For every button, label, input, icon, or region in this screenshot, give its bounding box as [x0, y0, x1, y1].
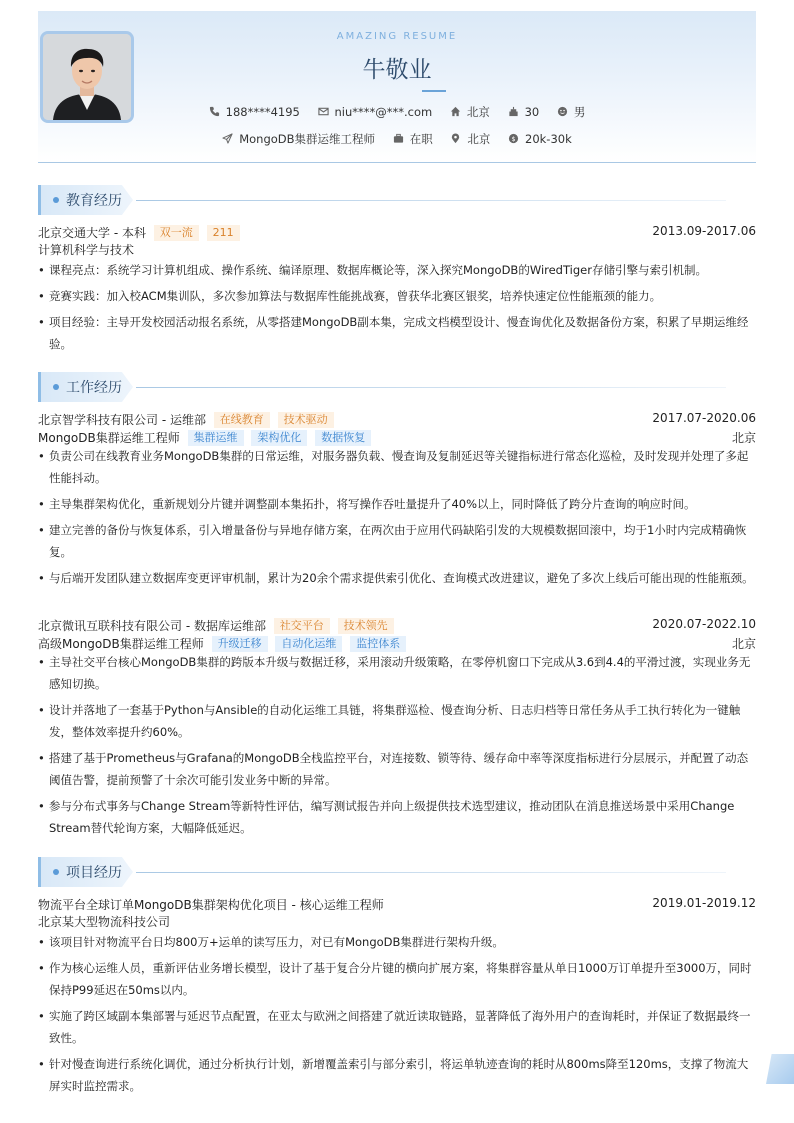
project-bullets — [38, 931, 756, 1101]
home-text: 北京 — [466, 105, 490, 119]
home-info — [450, 104, 490, 120]
list-item: • 竞赛实践：加入校ACM集训队，多次参加算法与数据库性能挑战赛，曾获华北赛区银奖，培养快速定位性能瓶颈的能力。 — [38, 285, 756, 307]
phone-icon — [209, 106, 220, 117]
name-underline — [422, 90, 446, 92]
skill-tag: 自动化运维 — [275, 636, 342, 652]
salary-icon — [508, 133, 519, 144]
contact-info-row — [38, 104, 756, 120]
school-tag: 双一流 — [154, 225, 199, 241]
target-city-text: 北京 — [467, 132, 491, 146]
skill-tag: 监控体系 — [350, 636, 406, 652]
job-city: 北京 — [731, 431, 756, 445]
location-icon — [450, 133, 461, 144]
list-item: • 主导社交平台核心MongoDB集群的跨版本升级与数据迁移，采用滚动升级策略，在零停机窗口下完成从3.6到4.4的平滑过渡，实现业务无感知切换。 — [38, 651, 756, 695]
education-entry-header — [38, 224, 756, 242]
cake-icon — [508, 106, 519, 117]
target-position-info — [222, 131, 375, 147]
gender-icon — [557, 106, 568, 117]
list-item: • 项目经验：主导开发校园活动报名系统，从零搭建MongoDB副本集，完成文档模型设计、慢查询优化及数据备份方案，积累了早期运维经验。 — [38, 311, 756, 355]
job-bullets — [38, 651, 756, 843]
list-item: • 参与分布式事务与Change Stream等新特性评估，编写测试报告并向上级提供技术选型建议，推动团队在消息推送场景中采用Change Stream替代轮询方案，大幅降低延迟。 — [38, 795, 756, 839]
list-item: • 搭建了基于Prometheus与Grafana的MongoDB全栈监控平台，对连接数、锁等待、缓存命中率等深度指标进行分层展示，并配置了动态阈值告警，提前预警了十余次可能引发业务中断的异常。 — [38, 747, 756, 791]
age-info — [508, 105, 540, 119]
salary-info — [508, 132, 572, 146]
position-name: MongoDB集群运维工程师 — [38, 431, 180, 445]
skill-tag: 数据恢复 — [315, 430, 371, 446]
target-city-info — [450, 131, 490, 147]
email-info — [318, 105, 433, 119]
work-section-title — [38, 372, 756, 402]
email-text: niu****@***.com — [334, 105, 433, 119]
project-title-text: 项目经历 — [66, 865, 122, 881]
company-tag: 技术驱动 — [278, 412, 334, 428]
page-corner-decoration — [766, 1054, 794, 1084]
list-item: • 针对慢查询进行系统化调优，通过分析执行计划，新增覆盖索引与部分索引，将运单轨迹查询的耗时从800ms降至120ms，支撑了物流大屏实时监控需求。 — [38, 1053, 756, 1097]
skill-tag: 升级迁移 — [212, 636, 268, 652]
salary-text: 20k-30k — [525, 132, 572, 146]
project-name: 物流平台全球订单MongoDB集群架构优化项目 - 核心运维工程师 — [38, 898, 384, 912]
gender-info — [557, 104, 586, 120]
work-title-text: 工作经历 — [66, 380, 122, 396]
job-entry-header — [38, 411, 756, 429]
position-name: 高级MongoDB集群运维工程师 — [38, 637, 204, 651]
gender-text: 男 — [573, 105, 586, 119]
project-org: 北京某大型物流科技公司 — [38, 915, 171, 929]
job-date: 2020.07-2022.10 — [652, 617, 756, 631]
job-entry-header — [38, 617, 756, 635]
mail-icon — [318, 106, 329, 117]
status-text: 在职 — [409, 132, 433, 146]
company-tag: 在线教育 — [214, 412, 270, 428]
education-section-title — [38, 185, 756, 215]
job-city: 北京 — [731, 637, 756, 651]
company-name: 北京智学科技有限公司 - 运维部 — [38, 413, 206, 427]
resume-page — [38, 11, 756, 1093]
project-entry-header — [38, 896, 756, 914]
list-item: • 主导集群架构优化，重新规划分片键并调整副本集拓扑，将写操作吞吐量提升了40%以上，同时降低了跨分片查询的响应时间。 — [38, 493, 756, 515]
list-item: • 与后端开发团队建立数据库变更评审机制，累计为20余个需求提供索引优化、查询模式改进建议，避免了多次上线后可能出现的性能瓶颈。 — [38, 567, 756, 589]
svg-text:$: $ — [511, 134, 516, 143]
project-date: 2019.01-2019.12 — [652, 896, 756, 910]
school-name: 北京交通大学 - 本科 — [38, 226, 146, 240]
project-section-title — [38, 857, 756, 887]
target-position-text: MongoDB集群运维工程师 — [239, 132, 376, 146]
list-item: • 负责公司在线教育业务MongoDB集群的日常运维，对服务器负载、慢查询及复制延迟等关键指标进行常态化巡检，及时发现并处理了多起性能抖动。 — [38, 445, 756, 489]
list-item: • 该项目针对物流平台日均800万+运单的读写压力，对已有MongoDB集群进行架构升级。 — [38, 931, 756, 953]
list-item: • 实施了跨区域副本集部署与延迟节点配置，在亚太与欧洲之间搭建了就近读取链路，显著降低了海外用户的查询耗时，并保证了数据最终一致性。 — [38, 1005, 756, 1049]
age-text: 30 — [524, 105, 540, 119]
school-tag: 211 — [207, 225, 240, 241]
company-tag: 技术领先 — [338, 618, 394, 634]
briefcase-icon — [393, 133, 404, 144]
candidate-name: 牛敬业 — [362, 57, 432, 83]
send-icon — [222, 133, 233, 144]
education-bullets — [38, 259, 756, 359]
major-name: 计算机科学与技术 — [38, 243, 135, 257]
job-bullets — [38, 445, 756, 593]
company-tag: 社交平台 — [274, 618, 330, 634]
education-date: 2013.09-2017.06 — [652, 224, 756, 238]
phone-text: 188****4195 — [225, 105, 300, 119]
resume-header — [38, 11, 756, 163]
skill-tag: 集群运维 — [188, 430, 244, 446]
status-info — [393, 131, 433, 147]
job-date: 2017.07-2020.06 — [652, 411, 756, 425]
job-info-row — [38, 131, 756, 147]
home-icon — [450, 106, 461, 117]
list-item: • 作为核心运维人员，重新评估业务增长模型，设计了基于复合分片键的横向扩展方案，将集群容量从单日1000万订单提升至3000万，同时保持P99延迟在50ms以内。 — [38, 957, 756, 1001]
education-title-text: 教育经历 — [66, 193, 122, 209]
list-item: • 设计并落地了一套基于Python与Ansible的自动化运维工具链，将集群巡检、慢查询分析、日志归档等日常任务从手工执行转化为一键触发，整体效率提升约60%。 — [38, 699, 756, 743]
phone-info — [209, 105, 300, 119]
resume-subtitle: AMAZING RESUME — [336, 31, 458, 42]
list-item: • 建立完善的备份与恢复体系，引入增量备份与异地存储方案，在两次由于应用代码缺陷引发的大规模数据回滚中，均于1小时内完成精确恢复。 — [38, 519, 756, 563]
list-item: • 课程亮点：系统学习计算机组成、操作系统、编译原理、数据库概论等，深入探究MongoDB的WiredTiger存储引擎与索引机制。 — [38, 259, 756, 281]
skill-tag: 架构优化 — [251, 430, 307, 446]
company-name: 北京微讯互联科技有限公司 - 数据库运维部 — [38, 619, 266, 633]
